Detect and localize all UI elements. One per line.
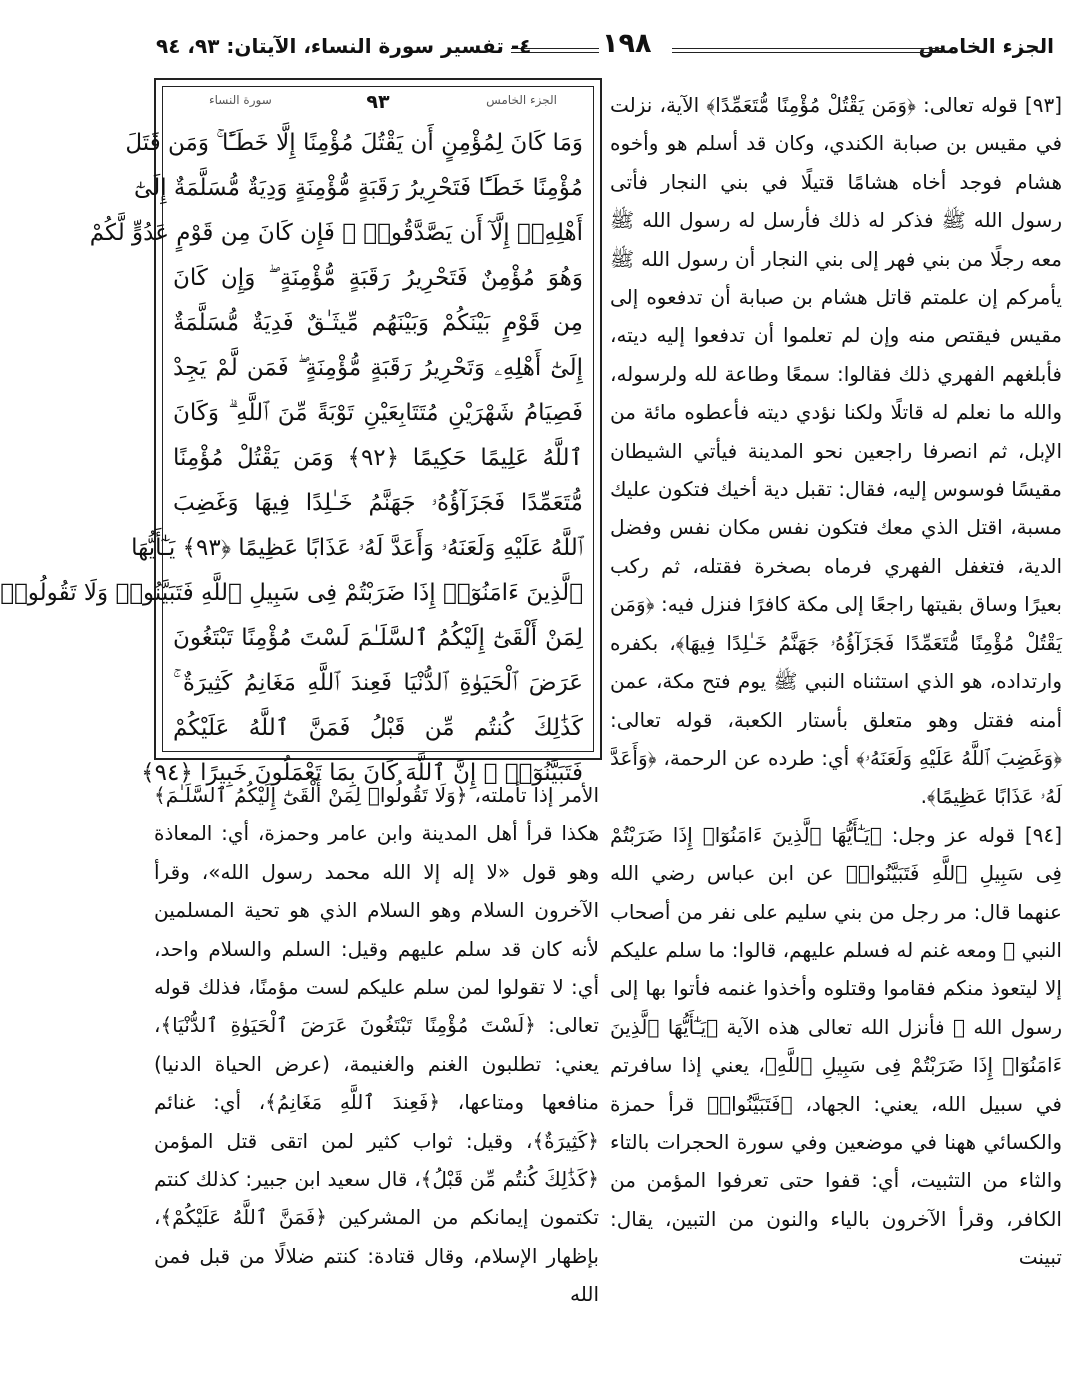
page-header — [146, 22, 1064, 66]
quran-text-frame — [0, 78, 602, 786]
commentary-left-column — [154, 776, 599, 1314]
commentary-paragraph-continued: الأمر إذا تأملته، ﴿وَلَا تَقُولُوا۟ لِمَنْ أَلْقَىٰٓ إِلَيْكُمُ ٱلسَّلَـٰمَ﴾ هكذا قرأ أهل المدينة وابن عامر وحمزة، أي: المعاذة وهو قول «لا إله إلا الله محمد رسول الله»، وقرأ الآخرون السلام وهو السلام الذي هو تحية المسلمين لأنه كان قد سلم عليهم وقيل: السلم والسلام واحد، أي: لا تقولوا لمن سلم عليكم لست مؤمنًا، فذلك قوله تعالى: ﴿لَسْتَ مُؤْمِنًا تَبْتَغُونَ عَرَضَ ٱلْحَيَوٰةِ ٱلدُّنْيَا﴾، يعني: تطلبون الغنم والغنيمة، (عرض الحياة الدنيا) منافعها ومتاعها، ﴿فَعِندَ ٱللَّهِ مَغَانِمُ﴾، أي: غنائم ﴿كَثِيرَةٌ﴾، وقيل: ثواب كثير لمن اتقى قتل المؤمن ﴿كَذَٰلِكَ كُنتُم مِّن قَبْلُ﴾، قال سعيد ابن جبير: كذلك كنتم تكتمون إيمانكم من المشركين ﴿فَمَنَّ ٱللَّهُ عَلَيْكُمْ﴾، بإظهار الإسلام، وقال قتادة: كنتم ضلالًا من قبل فمن الله — [154, 783, 599, 1307]
mushaf-page-number: ٩٣ — [366, 91, 390, 113]
header-rule — [672, 48, 942, 53]
verse-line: وَمَا كَانَ لِمُؤْمِنٍ أَن يَقْتُلَ مُؤْمِنًا إِلَّا خَطَـًٔا ۚ وَمَن قَتَلَ — [125, 130, 583, 156]
verse-line: إِلَىٰٓ أَهْلِهِۦ وَتَحْرِيرُ رَقَبَةٍ مُّؤْمِنَةٍ ۖ فَمَن لَّمْ يَجِدْ — [173, 355, 583, 381]
verse-line: ٱلَّذِينَ ءَامَنُوٓا۟ إِذَا ضَرَبْتُمْ فِى سَبِيلِ ٱللَّهِ فَتَبَيَّنُوا۟ وَلَا تَقُولُوا۟ — [0, 580, 583, 606]
running-title: ٤- تفسير سورة النساء، الآيتان: ٩٣، ٩٤ — [156, 34, 532, 58]
verse-line: عَرَضَ ٱلْحَيَوٰةِ ٱلدُّنْيَا فَعِندَ ٱللَّهِ مَغَانِمُ كَثِيرَةٌ ۚ — [173, 670, 583, 696]
quran-verses — [0, 121, 583, 796]
verse-line: لِمَنْ أَلْقَىٰٓ إِلَيْكُمُ ٱلسَّلَـٰمَ لَسْتَ مُؤْمِنًا تَبْتَغُونَ — [173, 625, 583, 651]
verse-line: مِن قَوْمٍ بَيْنَكُمْ وَبَيْنَهُم مِّيثَـٰقٌ فَدِيَةٌ مُّسَلَّمَةٌ — [173, 310, 583, 336]
verse-line: ٱللَّهُ عَلِيمًا حَكِيمًا ﴿٩٢﴾ وَمَن يَقْتُلْ مُؤْمِنًا — [173, 445, 583, 471]
commentary-paragraph-93: [٩٣] قوله تعالى: ﴿وَمَن يَقْتُلْ مُؤْمِنًا مُّتَعَمِّدًا﴾ الآية، نزلت في مقيس بن صبابة الكندي، وكان قد أسلم هو وأخوه هشام فوجد أخاه هشامًا قتيلًا في بني النجار فأتى رسول الله ﷺ فذكر له ذلك فأرسل له رسول الله ﷺ معه رجلًا من بني فهر إلى بني النجار أن رسول الله ﷺ يأمركم إن علمتم قاتل هشام بن صبابة أن تدفعوه إلى مقيس فيقتص منه وإن لم تعلموا أن تدفعوا إليه ديته، فأبلغهم الفهري ذلك فقالوا: سمعًا وطاعة لله ولرسوله، والله ما نعلم له قاتلًا ولكنا نؤدي ديته فأعطوه مائة من الإبل، ثم انصرفا راجعين نحو المدينة فيأتي الشيطان مقيسًا فوسوس إليه، فقال: تقبل دية أخيك فتكون عليك مسبة، اقتل الذي معك فتكون نفس مكان نفس وفضل الدية، فتغفل الفهري فرماه بصخرة فقتله، ثم ركب بعيرًا وساق بقيتها راجعًا إلى مكة كافرًا فنزل فيه: ﴿وَمَن يَقْتُلْ مُؤْمِنًا مُّتَعَمِّدًا فَجَزَآؤُهُۥ جَهَنَّمُ خَـٰلِدًا فِيهَا﴾، بكفره وارتداده، هو الذي استثناه النبي ﷺ يوم فتح مكة، عمن أمنه فقتل وهو متعلق بأستار الكعبة، قوله تعالى: ﴿وَغَضِبَ ٱللَّهُ عَلَيْهِ وَلَعَنَهُۥ﴾ أي: طرده عن الرحمة، ﴿وَأَعَدَّ لَهُۥ عَذَابًا عَظِيمًا﴾. — [610, 93, 1062, 809]
page-number: ١٩٨ — [602, 28, 652, 59]
verse-line: فَصِيَامُ شَهْرَيْنِ مُتَتَابِعَيْنِ تَوْبَةً مِّنَ ٱللَّهِ ۗ وَكَانَ — [173, 400, 583, 426]
verse-line: مُّتَعَمِّدًا فَجَزَآؤُهُۥ جَهَنَّمُ خَـٰلِدًا فِيهَا وَغَضِبَ — [173, 490, 583, 516]
verse-line: وَهُوَ مُؤْمِنٌ فَتَحْرِيرُ رَقَبَةٍ مُّؤْمِنَةٍ ۖ وَإِن كَانَ — [173, 265, 583, 291]
commentary-right-column — [610, 86, 1062, 1277]
verse-line: ٱللَّهُ عَلَيْهِ وَلَعَنَهُۥ وَأَعَدَّ لَهُۥ عَذَابًا عَظِيمًا ﴿٩٣﴾ يَـٰٓأَيُّهَا — [131, 535, 583, 561]
juz-label: الجزء الخامس — [918, 34, 1054, 58]
verse-line: أَهْلِهِۦٓ إِلَّآ أَن يَصَّدَّقُوا۟ ۚ فَإِن كَانَ مِن قَوْمٍ عَدُوٍّ لَّكُمْ — [89, 220, 583, 246]
surah-name-tag: سورة النساء — [209, 93, 272, 107]
verse-line: كَذَٰلِكَ كُنتُم مِّن قَبْلُ فَمَنَّ ٱللَّهُ عَلَيْكُمْ — [173, 715, 583, 741]
commentary-paragraph-94: [٩٤] قوله عز وجل: ﴿يَـٰٓأَيُّهَا ٱلَّذِينَ ءَامَنُوٓا۟ إِذَا ضَرَبْتُمْ فِى سَبِيلِ ٱللَّهِ فَتَبَيَّنُوا۟﴾ عن ابن عباس رضي الله عنهما قال: مر رجل من بني سليم على نفر من أصحاب النبي ﷺ ومعه غنم له فسلم عليهم، قالوا: ما سلم عليكم إلا ليتعوذ منكم فقاموا وقتلوه وأخذوا غنمه فأتوا بها إلى رسول الله ﷺ فأنزل الله تعالى هذه الآية ﴿يَـٰٓأَيُّهَا ٱلَّذِينَ ءَامَنُوٓا۟ إِذَا ضَرَبْتُمْ فِى سَبِيلِ ٱللَّهِ﴾، يعني إذا سافرتم في سبيل الله، يعني: الجهاد، ﴿فَتَبَيَّنُوا۟﴾ قرأ حمزة والكسائي ههنا في موضعين وفي سورة الحجرات بالتاء والثاء من التثبيت، أي: قفوا حتى تعرفوا المؤمن من الكافر، وقرأ الآخرون بالياء والنون من التبين، يقال: تبينت — [610, 822, 1062, 1270]
verse-line: مُؤْمِنًا خَطَـًٔا فَتَحْرِيرُ رَقَبَةٍ مُّؤْمِنَةٍ وَدِيَةٌ مُّسَلَّمَةٌ إِلَىٰٓ — [134, 175, 583, 201]
quran-text-inner-frame — [0, 86, 594, 786]
verse-line: فَتَبَيَّنُوٓا۟ ۚ إِنَّ ٱللَّهَ كَانَ بِمَا تَعْمَلُونَ خَبِيرًا ﴿٩٤﴾ — [141, 760, 583, 786]
juz-name-tag: الجزء الخامس — [486, 93, 557, 107]
